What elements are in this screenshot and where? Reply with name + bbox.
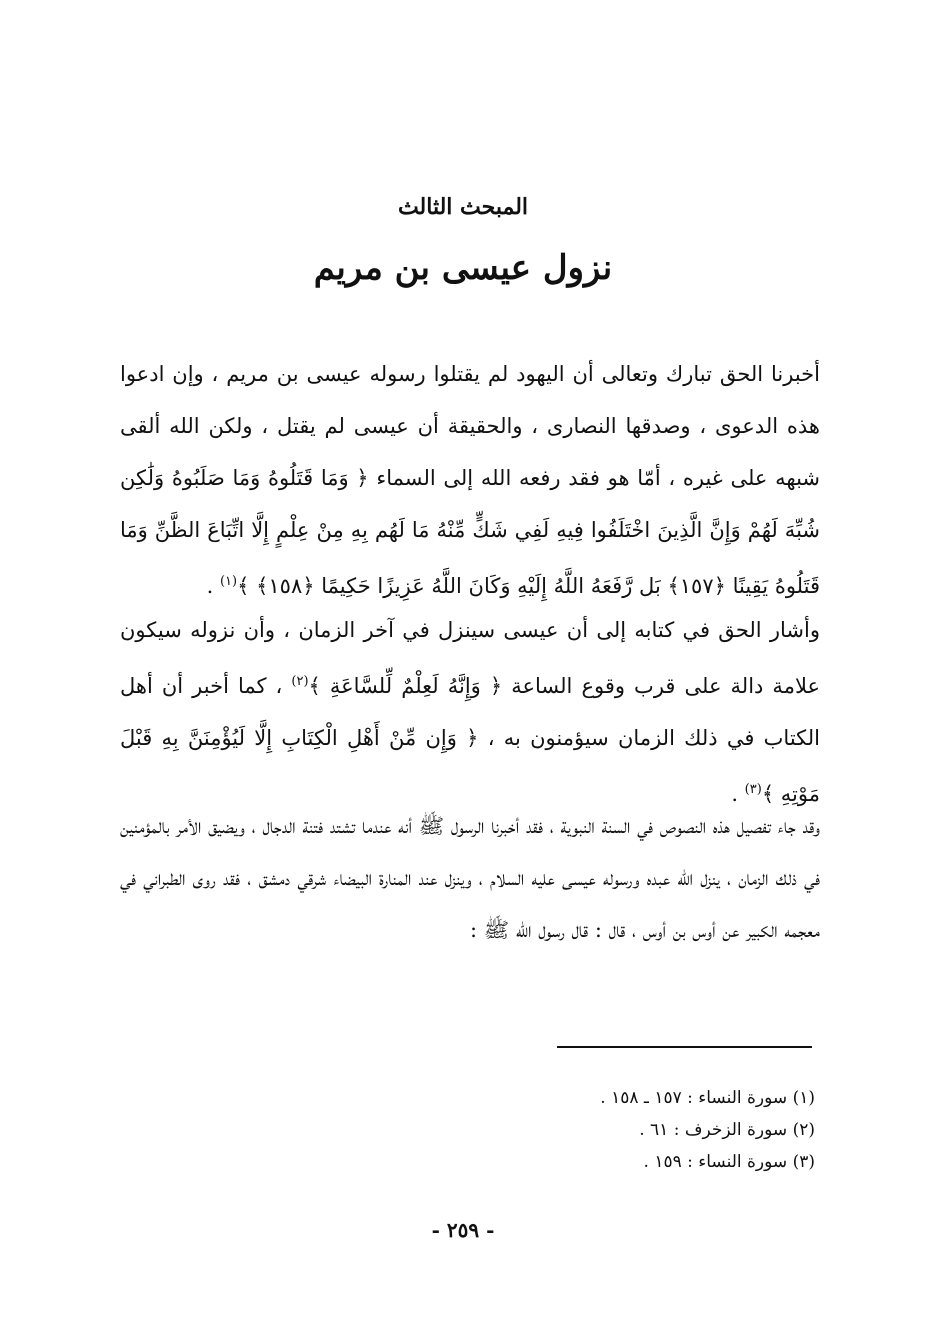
footnote-ref-3: (٣)	[744, 782, 762, 797]
paragraph-1	[120, 348, 820, 612]
footnote-ref-2: (٢)	[291, 674, 309, 689]
paragraph-3: وقد جاء تفصيل هذه النصوص في السنة النبوية ، فقد أخبرنا الرسول ﷺ أنه عندما تشتد فتنة الدجال ، ويضيق الأمر بالمؤمنين في ذلك الزمان ، ينزل الله عبده ورسوله عيسى عليه السلام ، وينزل عند المنارة البيضاء شرقي دمشق ، فقد روى الطبراني في معجمه الكبير عن أوس بن أوس ، قال : قال رسول الله ﷺ :	[120, 814, 820, 942]
quran-quote-1: ﴿ وَمَا قَتَلُوهُ وَمَا صَلَبُوهُ وَلَٰكِن شُبِّهَ لَهُمْ وَإِنَّ الَّذِينَ اخْتَلَفُوا فِيهِ لَفِي شَكٍّ مِّنْهُ مَا لَهُم بِهِ مِنْ عِلْمٍ إِلَّا اتِّبَاعَ الظَّنِّ وَمَا قَتَلُوهُ يَقِينًا ﴿١٥٧﴾ بَل رَّفَعَهُ اللَّهُ إِلَيْهِ وَكَانَ اللَّهُ عَزِيزًا حَكِيمًا ﴿١٥٨﴾ ﴾	[120, 466, 820, 598]
page-number: - ٢٥٩ -	[431, 1218, 495, 1242]
quran-quote-3: ﴿ وَإِن مِّنْ أَهْلِ الْكِتَابِ إِلَّا لَيُؤْمِنَنَّ بِهِ قَبْلَ مَوْتِهِ ﴾	[120, 726, 820, 806]
footnote-item: (١) سورة النساء : ١٥٧ ـ ١٥٨ .	[600, 1088, 815, 1108]
paragraph-2-end: .	[731, 782, 745, 806]
quran-quote-2: ﴿ وَإِنَّهُ لَعِلْمٌ لِّلسَّاعَةِ ﴾	[308, 674, 503, 698]
chapter-title: نزول عيسى بن مريم	[313, 248, 613, 288]
paragraph-2	[120, 604, 820, 820]
footnotes-list	[420, 1082, 815, 1178]
section-label: المبحث الثالث	[397, 194, 529, 220]
footnote-item: (٣) سورة النساء : ١٥٩ .	[643, 1152, 815, 1172]
paragraph-2-text-b: ، كما أخبر أن أهل الكتاب في ذلك الزمان سيؤمنون به ،	[120, 674, 820, 750]
footnote-divider	[557, 1046, 812, 1048]
paragraph-2-text-a: وأشار الحق في كتابه إلى أن عيسى سينزل في آخر الزمان ، وأن نزوله سيكون علامة دالة على قرب وقوع الساعة	[120, 618, 821, 698]
footnote-item: (٢) سورة الزخرف : ٦١ .	[639, 1120, 815, 1140]
footnote-ref-1: (١)	[219, 574, 238, 589]
paragraph-1-end: .	[206, 574, 220, 598]
paragraph-1-text: أخبرنا الحق تبارك وتعالى أن اليهود لم يقتلوا رسوله عيسى بن مريم ، وإن ادعوا هذه الدعوى ، وصدقها النصارى ، والحقيقة أن عيسى لم يقتل ، ولكن الله ألقى شبهه على غيره ، أمّا هو فقد رفعه الله إلى السماء	[120, 362, 821, 490]
